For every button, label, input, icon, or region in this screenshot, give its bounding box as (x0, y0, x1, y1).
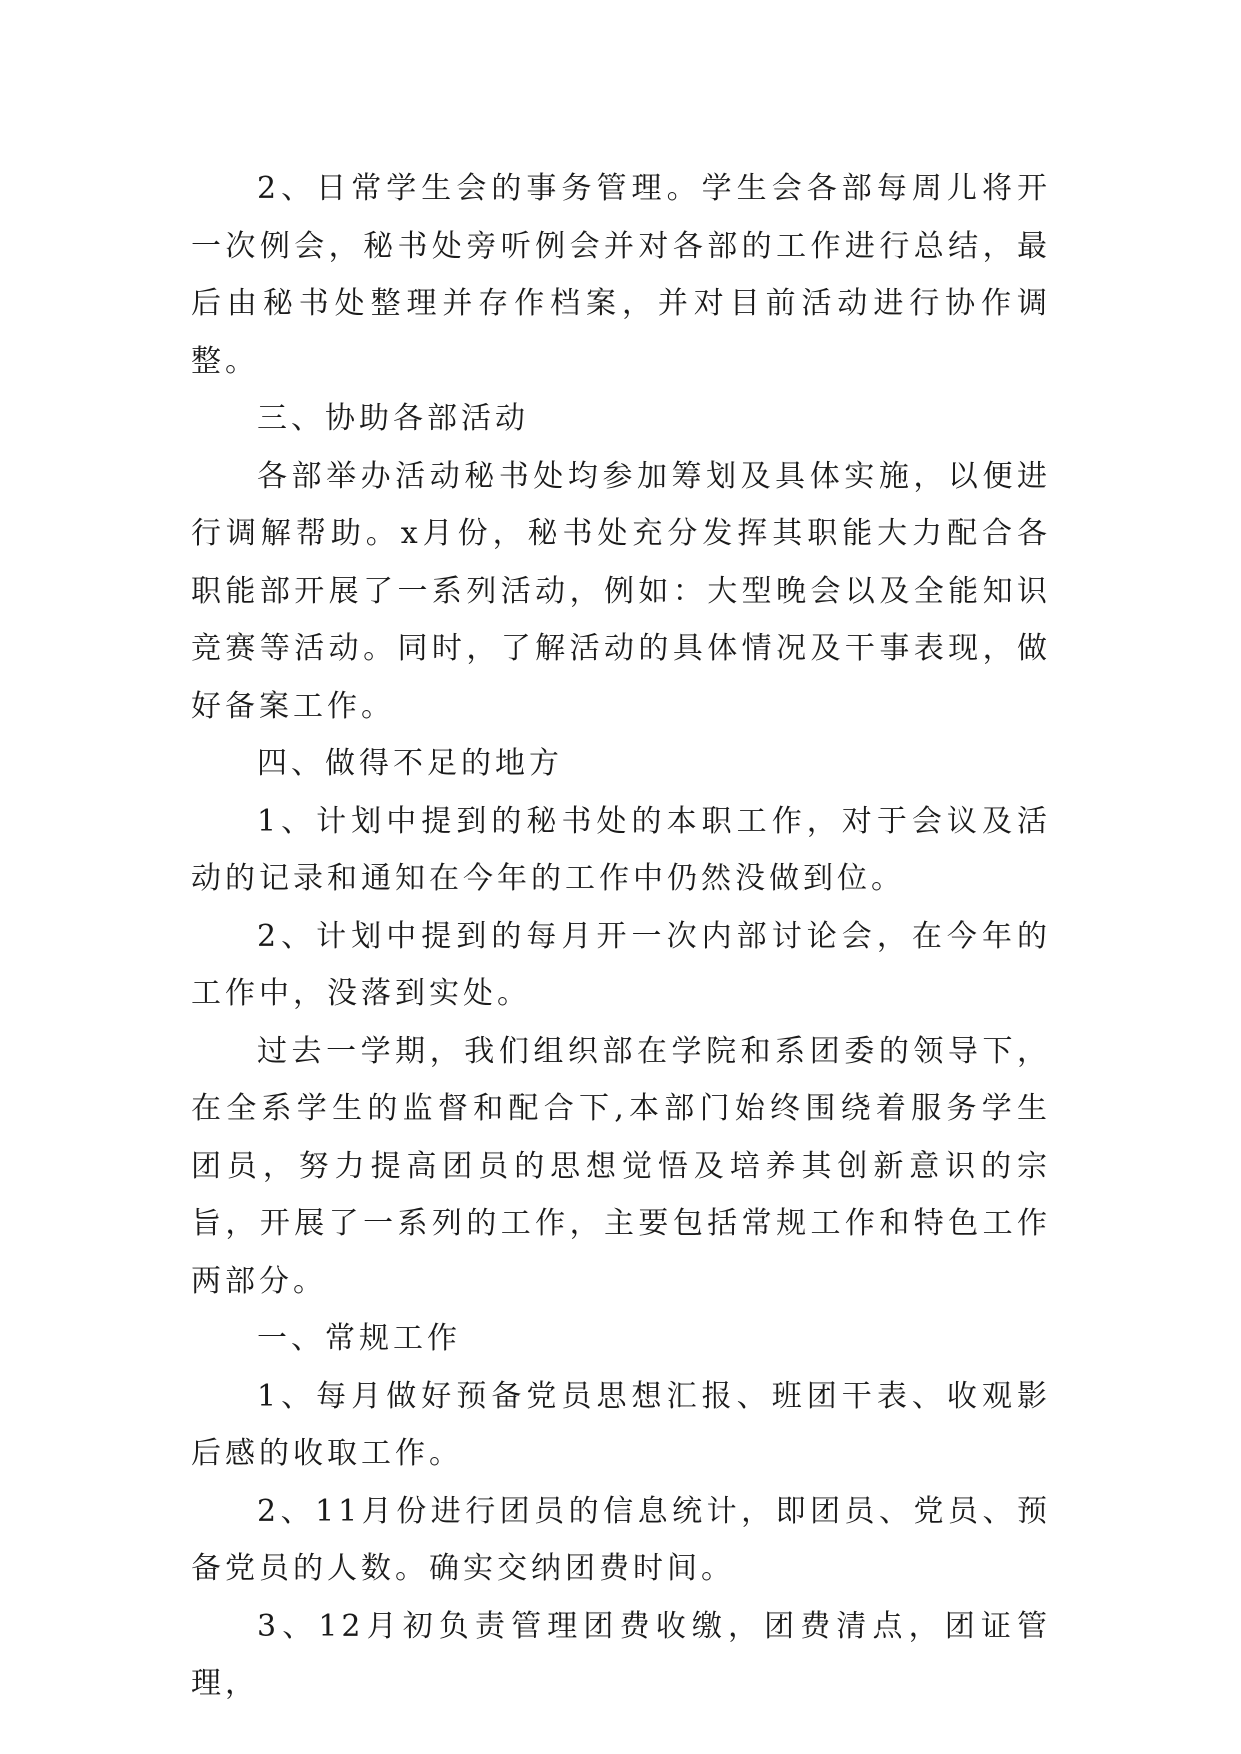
paragraph-7: 过去一学期，我们组织部在学院和系团委的领导下，在全系学生的监督和配合下,本部门始终围绕着服务学生团员，努力提高团员的思想觉悟及培养其创新意识的宗旨，开展了一系列的工作，主要包括常规工作和特色工作两部分。 (191, 1033, 1051, 1299)
paragraph-5: 1、计划中提到的秘书处的本职工作，对于会议及活动的记录和通知在今年的工作中仍然没做到位。 (191, 803, 1051, 896)
paragraph-11: 3、12月初负责管理团费收缴，团费清点，团证管理， (191, 1608, 1051, 1701)
paragraph-1: 2、日常学生会的事务管理。学生会各部每周儿将开一次例会，秘书处旁听例会并对各部的工作进行总结，最后由秘书处整理并存作档案，并对目前活动进行协作调整。 (191, 171, 1051, 379)
section-heading-3: 三、协助各部活动 (257, 401, 529, 436)
paragraph-9: 1、每月做好预备党员思想汇报、班团干表、收观影后感的收取工作。 (191, 1378, 1051, 1471)
paragraph-6: 2、计划中提到的每月开一次内部讨论会，在今年的工作中，没落到实处。 (191, 918, 1051, 1011)
section-heading-1: 一、常规工作 (257, 1321, 461, 1356)
section-heading-4: 四、做得不足的地方 (257, 746, 563, 781)
paragraph-3: 各部举办活动秘书处均参加筹划及具体实施，以便进行调解帮助。x月份，秘书处充分发挥其职能大力配合各职能部开展了一系列活动，例如：大型晚会以及全能知识竞赛等活动。同时，了解活动的具体情况及干事表现，做好备案工作。 (191, 458, 1051, 724)
document-body (191, 160, 1051, 1713)
paragraph-10: 2、11月份进行团员的信息统计，即团员、党员、预备党员的人数。确实交纳团费时间。 (191, 1493, 1051, 1586)
